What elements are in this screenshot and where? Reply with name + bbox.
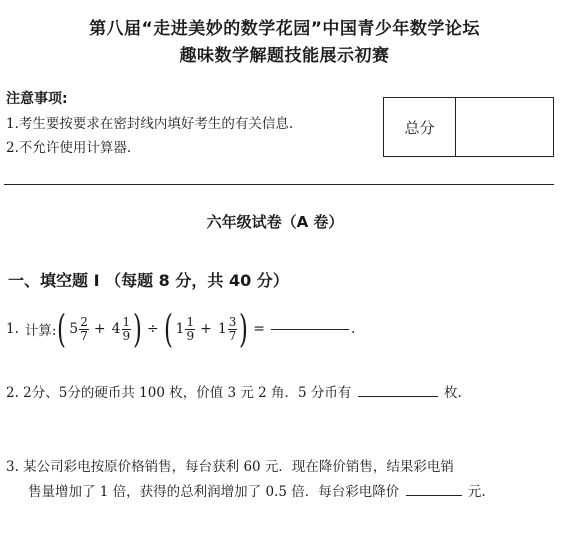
mixed-number-whole: 4 bbox=[111, 321, 121, 337]
plus-sign: + bbox=[93, 321, 106, 337]
fraction bbox=[228, 316, 238, 343]
fraction-numerator: 3 bbox=[228, 314, 237, 329]
answer-blank-1[interactable] bbox=[271, 328, 349, 330]
fraction-denominator: 9 bbox=[186, 328, 195, 343]
fraction bbox=[79, 316, 89, 343]
left-paren: ( bbox=[57, 307, 67, 351]
fraction bbox=[185, 316, 195, 343]
left-paren: ( bbox=[163, 307, 173, 351]
fraction-denominator: 7 bbox=[80, 328, 88, 343]
notice-item-1: 1.考生要按要求在密封线内填好考生的有关信息. bbox=[6, 116, 294, 132]
fraction bbox=[122, 316, 132, 343]
question-1 bbox=[6, 305, 355, 353]
question-1-prefix: 计算: bbox=[24, 323, 57, 339]
question-3-line-2 bbox=[28, 480, 486, 500]
equals-sign: = bbox=[253, 321, 265, 337]
total-score-value-field[interactable] bbox=[456, 98, 553, 156]
mixed-number-whole: 1 bbox=[175, 321, 185, 337]
paper-title: 六年级试卷（A 卷） bbox=[206, 213, 344, 231]
fraction-denominator: 7 bbox=[228, 328, 237, 343]
question-2-text: 2. 2分、5分的硬币共 100 枚，价值 3 元 2 角．5 分币有 bbox=[6, 385, 352, 401]
section-heading: 一、填空题 I （每题 8 分，共 40 分） bbox=[8, 271, 289, 290]
total-score-label: 总分 bbox=[384, 98, 456, 156]
fraction-numerator: 1 bbox=[186, 314, 195, 329]
question-1-number: 1. bbox=[6, 321, 19, 337]
divide-sign: ÷ bbox=[146, 321, 159, 337]
notice-heading: 注意事项: bbox=[6, 91, 68, 107]
question-1-suffix: . bbox=[350, 321, 356, 337]
contest-subtitle: 趣味数学解题技能展示初赛 bbox=[179, 46, 390, 66]
fraction-numerator: 2 bbox=[80, 314, 88, 329]
mixed-number-whole: 5 bbox=[69, 321, 79, 337]
notice-item-2: 2.不允许使用计算器. bbox=[6, 140, 132, 156]
question-2 bbox=[6, 381, 462, 401]
answer-blank-2[interactable] bbox=[358, 395, 438, 397]
contest-title: 第八届“走进美妙的数学花园”中国青少年数学论坛 bbox=[89, 19, 480, 39]
right-paren: ) bbox=[133, 307, 143, 351]
fraction-denominator: 9 bbox=[122, 328, 131, 343]
question-2-suffix: 枚. bbox=[444, 385, 462, 401]
plus-sign: + bbox=[200, 321, 212, 337]
seal-line-divider bbox=[4, 184, 554, 185]
question-3-suffix: 元. bbox=[467, 484, 486, 500]
right-paren: ) bbox=[239, 307, 249, 351]
answer-blank-3[interactable] bbox=[406, 494, 462, 496]
fraction-numerator: 1 bbox=[122, 314, 131, 329]
question-3-line-1: 3. 某公司彩电按原价格销售，每台获利 60 元．现在降价销售，结果彩电销 bbox=[6, 459, 454, 475]
total-score-box bbox=[383, 97, 554, 157]
mixed-number-whole: 1 bbox=[217, 321, 227, 337]
question-3-text: 售量增加了 1 倍，获得的总利润增加了 0.5 倍．每台彩电降价 bbox=[28, 484, 400, 500]
